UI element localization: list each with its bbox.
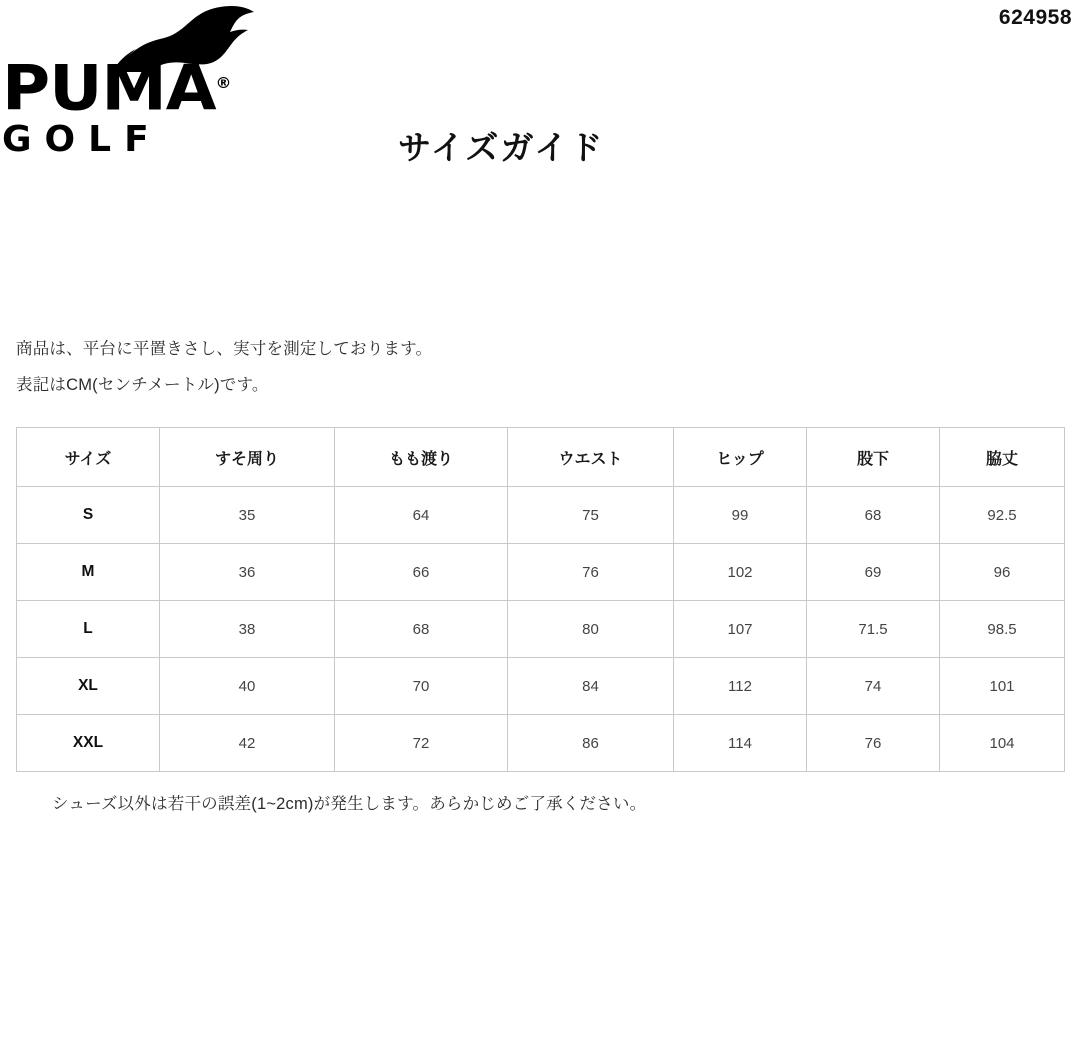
column-header-thigh: もも渡り <box>335 428 508 487</box>
cell-hem: 38 <box>160 601 335 658</box>
cell-size: XL <box>17 658 160 715</box>
cell-inseam: 74 <box>807 658 940 715</box>
cell-inseam: 71.5 <box>807 601 940 658</box>
cell-waist: 80 <box>508 601 674 658</box>
cell-inseam: 76 <box>807 715 940 772</box>
puma-wordmark-text: PUMA <box>2 51 216 125</box>
column-header-hip: ヒップ <box>674 428 807 487</box>
cell-waist: 86 <box>508 715 674 772</box>
cell-sidelength: 96 <box>940 544 1065 601</box>
measurement-note-1: 商品は、平台に平置きさし、実寸を測定しております。 <box>16 340 433 358</box>
table-row <box>17 544 1065 601</box>
column-header-hem: すそ周り <box>160 428 335 487</box>
registered-mark: ® <box>215 74 232 92</box>
table-header-row <box>17 428 1065 487</box>
puma-golf-logo <box>0 0 270 175</box>
cell-thigh: 70 <box>335 658 508 715</box>
cell-hem: 36 <box>160 544 335 601</box>
page-title: サイズガイド <box>398 129 605 166</box>
table-row <box>17 487 1065 544</box>
table-row <box>17 715 1065 772</box>
column-header-size: サイズ <box>17 428 160 487</box>
cell-hem: 35 <box>160 487 335 544</box>
cell-waist: 75 <box>508 487 674 544</box>
cell-hem: 40 <box>160 658 335 715</box>
size-chart-table <box>16 427 1065 772</box>
cell-thigh: 66 <box>335 544 508 601</box>
cell-sidelength: 98.5 <box>940 601 1065 658</box>
cell-thigh: 72 <box>335 715 508 772</box>
measurement-notes <box>16 334 432 400</box>
cell-waist: 84 <box>508 658 674 715</box>
cell-hip: 114 <box>674 715 807 772</box>
cell-size: M <box>17 544 160 601</box>
column-header-sidelength: 脇丈 <box>940 428 1065 487</box>
cell-size: L <box>17 601 160 658</box>
cell-sidelength: 92.5 <box>940 487 1065 544</box>
cell-size: XXL <box>17 715 160 772</box>
cell-size: S <box>17 487 160 544</box>
golf-wordmark: GOLF <box>2 119 162 160</box>
cell-thigh: 64 <box>335 487 508 544</box>
cell-hem: 42 <box>160 715 335 772</box>
cell-waist: 76 <box>508 544 674 601</box>
cell-inseam: 69 <box>807 544 940 601</box>
cell-hip: 107 <box>674 601 807 658</box>
tolerance-note: シューズ以外は若干の誤差(1~2cm)が発生します。あらかじめご了承ください。 <box>52 795 647 813</box>
measurement-note-2: 表記はCM(センチメートル)です。 <box>16 376 269 394</box>
table-row <box>17 601 1065 658</box>
cell-sidelength: 101 <box>940 658 1065 715</box>
cell-hip: 102 <box>674 544 807 601</box>
cell-hip: 112 <box>674 658 807 715</box>
product-code: 624958 <box>998 6 1072 29</box>
column-header-inseam: 股下 <box>807 428 940 487</box>
cell-sidelength: 104 <box>940 715 1065 772</box>
cell-thigh: 68 <box>335 601 508 658</box>
cell-inseam: 68 <box>807 487 940 544</box>
column-header-waist: ウエスト <box>508 428 674 487</box>
table-row <box>17 658 1065 715</box>
puma-wordmark <box>2 51 232 125</box>
cell-hip: 99 <box>674 487 807 544</box>
